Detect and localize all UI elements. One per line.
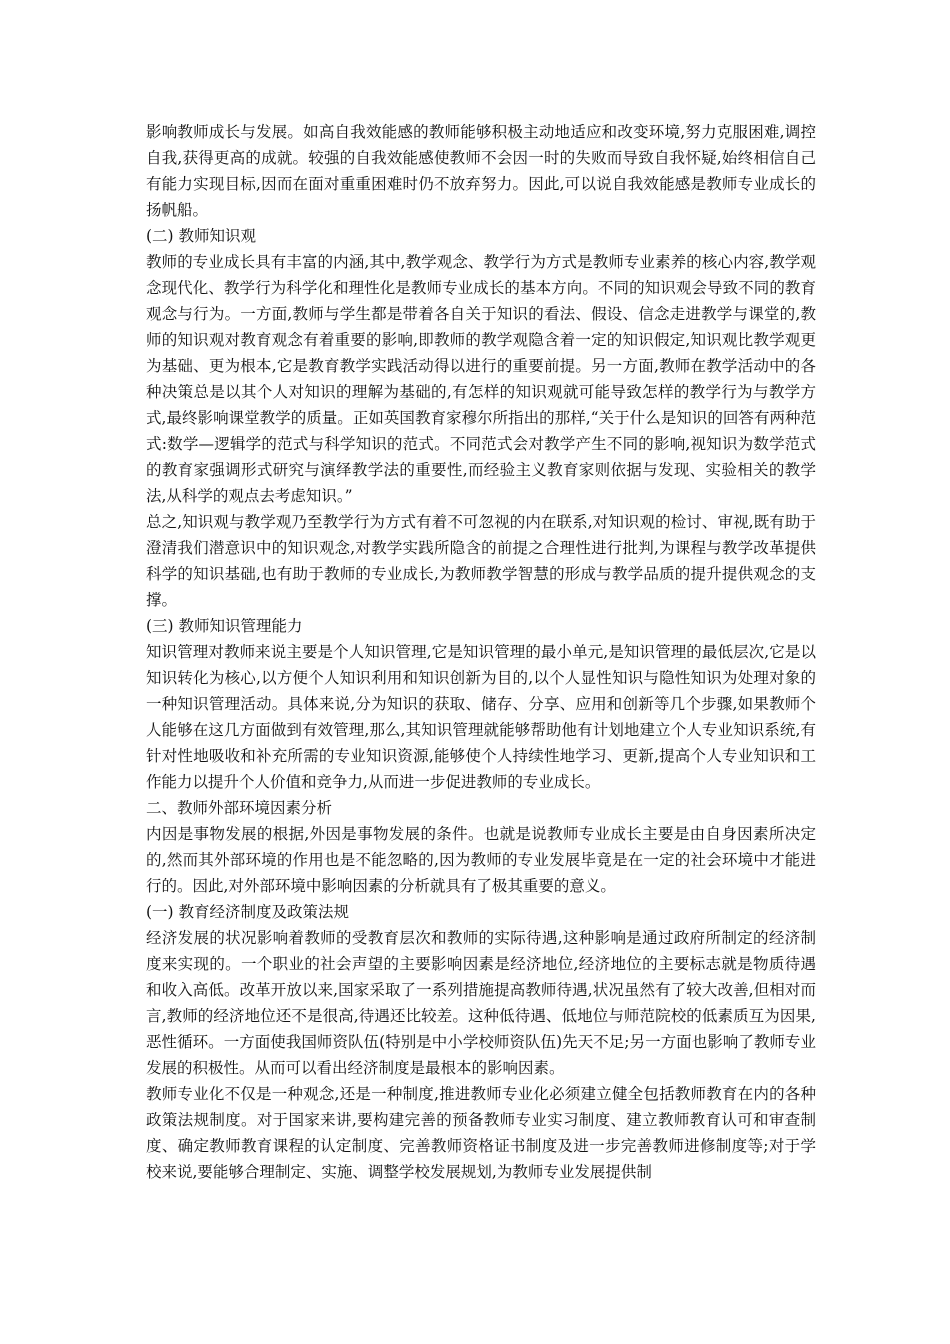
document-body bbox=[146, 119, 816, 1185]
paragraph-policy-system: 教师专业化不仅是一种观念,还是一种制度,推进教师专业化必须建立健全包括教师教育在内的各种政策法规制度。对于国家来讲,要构建完善的预备教师专业实习制度、建立教师教育认可和审查制度、确定教师教育课程的认定制度、完善教师资格证书制度及进一步完善教师进修制度等;对于学校来说,要能够合理制定、实施、调整学校发展规划,为教师专业发展提供制 bbox=[146, 1085, 816, 1181]
heading-external-factors: 二、教师外部环境因素分析 bbox=[146, 799, 333, 817]
paragraph-economic-status: 经济发展的状况影响着教师的受教育层次和教师的实际待遇,这种影响是通过政府所制定的经济制度来实现的。一个职业的社会声望的主要影响因素是经济地位,经济地位的主要标志就是物质待遇和收入高低。改革开放以来,国家采取了一系列措施提高教师待遇,状况虽然有了较大改善,但相对而言,教师的经济地位还不是很高,待遇还比较差。这种低待遇、低地位与师范院校的低素质互为因果,恶性循环。一方面使我国师资队伍(特别是中小学校师资队伍)先天不足;另一方面也影响了教师专业发展的积极性。从而可以看出经济制度是最根本的影响因素。 bbox=[146, 929, 816, 1077]
heading-economic-policy: (一) 教育经济制度及政策法规 bbox=[146, 903, 350, 921]
heading-teacher-knowledge-view: (二) 教师知识观 bbox=[146, 227, 257, 245]
paragraph-knowledge-view-summary: 总之,知识观与教学观乃至教学行为方式有着不可忽视的内在联系,对知识观的检讨、审视,既有助于澄清我们潜意识中的知识观念,对教学实践所隐含的前提之合理性进行批判,为课程与教学改革提供科学的知识基础,也有助于教师的专业成长,为教师教学智慧的形成与教学品质的提升提供观念的支撑。 bbox=[146, 513, 816, 609]
paragraph-knowledge-view: 教师的专业成长具有丰富的内涵,其中,教学观念、教学行为方式是教师专业素养的核心内容,教学观念现代化、教学行为科学化和理性化是教师专业成长的基本方向。不同的知识观会导致不同的教育观念与行为。一方面,教师与学生都是带着各自关于知识的看法、假设、信念走进教学与课堂的,教师的知识观对教育观念有着重要的影响,即教师的教学观隐含着一定的知识假定,知识观比教学观更为基础、更为根本,它是教育教学实践活动得以进行的重要前提。另一方面,教师在教学活动中的各种决策总是以其个人对知识的理解为基础的,有怎样的知识观就可能导致怎样的教学行为与教学方式,最终影响课堂教学的质量。正如英国教育家穆尔所指出的那样,“关于什么是知识的回答有两种范式:数学—逻辑学的范式与科学知识的范式。不同范式会对教学产生不同的影响,视知识为数学范式的教育家强调形式研究与演绎教学法的重要性,而经验主义教育家则依据与发现、实验相关的教学法,从科学的观点去考虑知识。” bbox=[146, 253, 817, 505]
heading-knowledge-management: (三) 教师知识管理能力 bbox=[146, 617, 303, 635]
paragraph-knowledge-management: 知识管理对教师来说主要是个人知识管理,它是知识管理的最小单元,是知识管理的最低层次,它是以知识转化为核心,以方便个人知识利用和知识创新为目的,以个人显性知识与隐性知识为处理对象的一种知识管理活动。具体来说,分为知识的获取、储存、分享、应用和创新等几个步骤,如果教师个人能够在这几方面做到有效管理,那么,其知识管理就能够帮助他有计划地建立个人专业知识系统,有针对性地吸收和补充所需的专业知识资源,能够使个人持续性地学习、更新,提高个人专业知识和工作能力以提升个人价值和竞争力,从而进一步促进教师的专业成长。 bbox=[146, 643, 816, 791]
paragraph-external-factors: 内因是事物发展的根据,外因是事物发展的条件。也就是说教师专业成长主要是由自身因素所决定的,然而其外部环境的作用也是不能忽略的,因为教师的专业发展毕竟是在一定的社会环境中才能进行的。因此,对外部环境中影响因素的分析就具有了极其重要的意义。 bbox=[146, 825, 816, 895]
paragraph-self-efficacy: 影响教师成长与发展。如高自我效能感的教师能够积极主动地适应和改变环境,努力克服困难,调控自我,获得更高的成就。较强的自我效能感使教师不会因一时的失败而导致自我怀疑,始终相信自己有能力实现目标,因而在面对重重困难时仍不放弃努力。因此,可以说自我效能感是教师专业成长的扬帆船。 bbox=[146, 123, 816, 219]
